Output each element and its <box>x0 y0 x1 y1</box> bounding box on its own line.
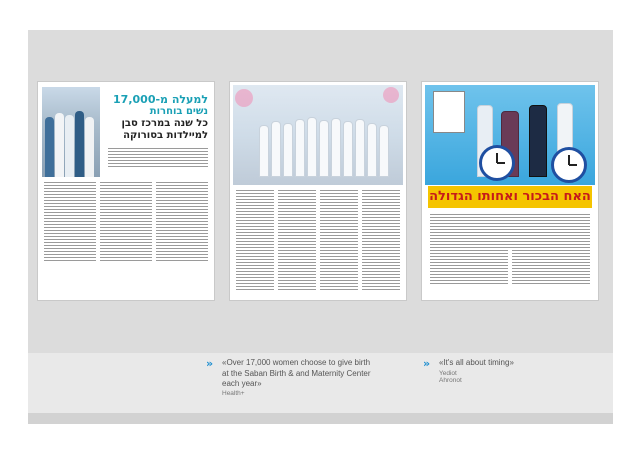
text-column <box>430 250 508 286</box>
clock-icon <box>479 145 515 181</box>
text-column <box>362 190 400 292</box>
text-column <box>236 190 274 292</box>
text-column <box>320 190 358 292</box>
family-photo <box>425 85 595 185</box>
caption-source: Yediot Ahronot <box>439 370 462 384</box>
clock-icon <box>551 147 587 183</box>
clipping-headline: האח הבכור ואחותו הגדולה <box>428 186 592 208</box>
caption-quote: «It's all about timing» <box>439 358 514 367</box>
text-column <box>156 182 208 263</box>
text-column <box>44 182 96 263</box>
caption-source: Health+ <box>222 390 245 397</box>
caption-quote: «Over 17,000 women choose to give birth at the Saban Birth & and Maternity Center each year» <box>222 358 371 388</box>
clipping-staff-spread[interactable] <box>230 82 406 300</box>
double-chevron-icon: » <box>423 357 428 370</box>
inset-photo <box>433 91 465 133</box>
text-column <box>278 190 316 292</box>
bottom-strip <box>28 413 613 424</box>
clipping-health-plus[interactable] <box>38 82 214 300</box>
headline-line: נשים בוחרות <box>149 105 208 117</box>
text-column <box>512 250 590 286</box>
headline-line: כל שנה במרכז סבן <box>121 118 208 130</box>
text-column <box>108 148 208 169</box>
double-chevron-icon: » <box>206 357 211 370</box>
text-column <box>430 214 590 250</box>
staff-group-photo <box>233 85 403 185</box>
staff-photo <box>42 87 100 177</box>
headline-line: למעלה מ-17,000 <box>113 93 208 106</box>
text-column <box>100 182 152 263</box>
clipping-headline <box>108 94 208 141</box>
clipping-yediot-ahronot[interactable] <box>422 82 598 300</box>
headline-line: למיילדות בסורוקה <box>123 129 208 141</box>
